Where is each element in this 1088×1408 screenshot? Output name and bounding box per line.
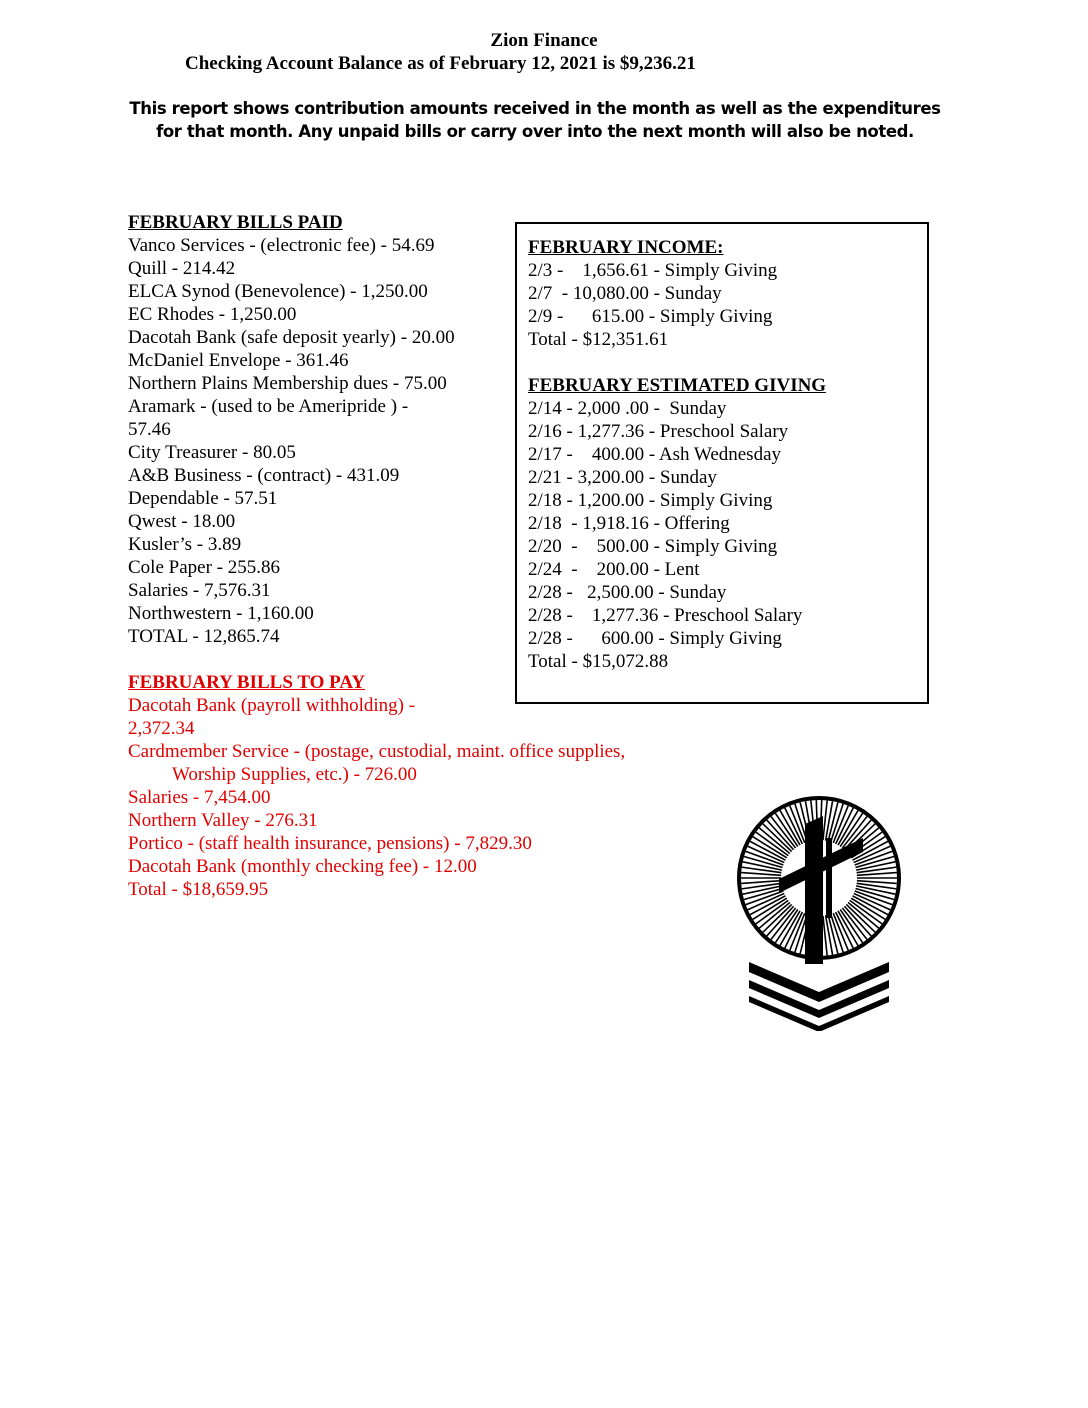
church-cross-logo-icon [735, 786, 905, 1031]
bill-item: Dependable - 57.51 [128, 488, 278, 509]
bill-item: Aramark - (used to be Ameripride ) - [128, 396, 409, 417]
income-item: 2/7 - 10,080.00 - Sunday [528, 283, 722, 304]
estimated-giving-heading: FEBRUARY ESTIMATED GIVING [528, 375, 827, 396]
giving-item: 2/17 - 400.00 - Ash Wednesday [528, 444, 782, 465]
income-heading: FEBRUARY INCOME: [528, 237, 724, 258]
bill-item: 57.46 [128, 419, 171, 440]
income-item: 2/3 - 1,656.61 - Simply Giving [528, 260, 778, 281]
unpaid-item: Salaries - 7,454.00 [128, 787, 271, 808]
unpaid-item: Worship Supplies, etc.) - 726.00 [172, 764, 417, 785]
income-total: Total - $12,351.61 [528, 329, 669, 350]
bill-item: Qwest - 18.00 [128, 511, 236, 532]
unpaid-item: Cardmember Service - (postage, custodial, maint. office supplies, [128, 741, 626, 762]
bill-item: Northern Plains Membership dues - 75.00 [128, 373, 447, 394]
intro-line: This report shows contribution amounts received in the month as well as the expenditures [129, 99, 941, 118]
bill-item: City Treasurer - 80.05 [128, 442, 296, 463]
bill-item: Northwestern - 1,160.00 [128, 603, 314, 624]
intro-text [120, 97, 950, 143]
giving-item: 2/18 - 1,918.16 - Offering [528, 513, 730, 534]
intro-line: for that month. Any unpaid bills or carry over into the next month will also be noted. [156, 122, 914, 141]
bills-paid-section [128, 211, 455, 648]
bills-to-pay-section [128, 671, 625, 901]
giving-item: 2/28 - 1,277.36 - Preschool Salary [528, 605, 803, 626]
income-item: 2/9 - 615.00 - Simply Giving [528, 306, 773, 327]
unpaid-item: 2,372.34 [128, 718, 195, 739]
unpaid-item: Dacotah Bank (payroll withholding) - [128, 695, 416, 716]
unpaid-item: Portico - (staff health insurance, pensions) - 7,829.30 [128, 833, 532, 854]
giving-item: 2/20 - 500.00 - Simply Giving [528, 536, 778, 557]
unpaid-item: Dacotah Bank (monthly checking fee) - 12.00 [128, 856, 477, 877]
income-box [515, 222, 929, 704]
org-title: Zion Finance [490, 30, 598, 51]
giving-item: 2/28 - 600.00 - Simply Giving [528, 628, 782, 649]
bill-item: EC Rhodes - 1,250.00 [128, 304, 297, 325]
bill-item: Kusler’s - 3.89 [128, 534, 242, 555]
bill-item: Salaries - 7,576.31 [128, 580, 271, 601]
unpaid-item: Northern Valley - 276.31 [128, 810, 318, 831]
bill-item: Dacotah Bank (safe deposit yearly) - 20.00 [128, 327, 455, 348]
bill-item: Cole Paper - 255.86 [128, 557, 280, 578]
bill-item: Quill - 214.42 [128, 258, 236, 279]
giving-item: 2/14 - 2,000 .00 - Sunday [528, 398, 727, 419]
giving-item: 2/16 - 1,277.36 - Preschool Salary [528, 421, 789, 442]
bill-item: Vanco Services - (electronic fee) - 54.69 [128, 235, 435, 256]
giving-item: 2/21 - 3,200.00 - Sunday [528, 467, 717, 488]
bill-item: McDaniel Envelope - 361.46 [128, 350, 349, 371]
bill-item: ELCA Synod (Benevolence) - 1,250.00 [128, 281, 428, 302]
giving-item: 2/28 - 2,500.00 - Sunday [528, 582, 727, 603]
bill-item: A&B Business - (contract) - 431.09 [128, 465, 400, 486]
bills-paid-heading: FEBRUARY BILLS PAID [128, 212, 343, 233]
giving-total: Total - $15,072.88 [528, 651, 669, 672]
bills-to-pay-total: Total - $18,659.95 [128, 879, 269, 900]
giving-item: 2/18 - 1,200.00 - Simply Giving [528, 490, 773, 511]
bills-to-pay-heading: FEBRUARY BILLS TO PAY [128, 672, 366, 693]
balance-title: Checking Account Balance as of February 12, 2021 is $9,236.21 [185, 53, 696, 74]
giving-item: 2/24 - 200.00 - Lent [528, 559, 700, 580]
bills-paid-total: TOTAL - 12,865.74 [128, 626, 280, 647]
